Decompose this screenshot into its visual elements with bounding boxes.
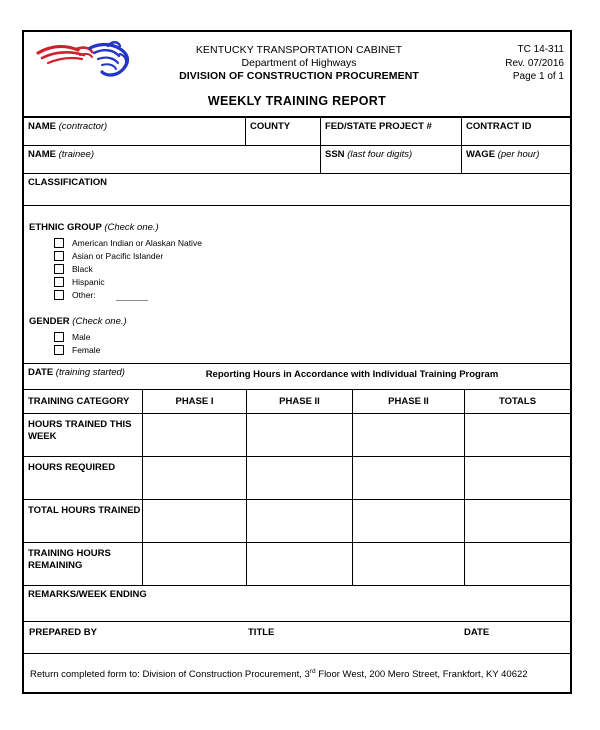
gender-heading: GENDER (Check one.) [29,316,127,327]
row-label-cell [24,543,142,585]
cell-phase-3[interactable] [352,500,464,542]
row-date-and-note [24,364,570,390]
field-date-training-started[interactable]: DATE (training started) [28,367,125,378]
field-name-contractor[interactable]: NAME (contractor) [28,121,108,132]
checkbox-icon[interactable] [54,251,64,261]
field-date-signed[interactable]: DATE [464,627,490,638]
row-remarks [24,586,570,622]
row-label: TOTAL HOURS TRAINED [28,505,141,516]
row-label-cell [24,457,142,499]
cell-totals[interactable] [464,543,570,585]
table-row [24,543,570,586]
row-signature [24,622,570,654]
field-prepared-by[interactable]: PREPARED BY [29,627,97,638]
return-instructions [30,668,528,680]
cell-phase-3[interactable] [352,414,464,456]
checkbox-icon[interactable] [54,345,64,355]
return-text-ordinal: rd [309,668,316,675]
form-number: TC 14-311 [517,44,564,55]
field-project-number[interactable]: FED/STATE PROJECT # [320,118,461,145]
row-contractor-info [24,118,570,146]
field-classification[interactable]: CLASSIFICATION [28,177,107,188]
reporting-hours-note: Reporting Hours in Accordance with Individual Training Program [205,369,499,380]
form-document [22,30,572,694]
form-revision: Rev. 07/2016 [505,57,564,69]
ethnic-option-label: Black [72,264,93,274]
cell-phase-2[interactable] [246,543,352,585]
column-header-phase-2: PHASE II [246,390,352,413]
row-label-cell [24,414,142,456]
row-label: TRAINING HOURS REMAINING [28,548,111,571]
ethnic-group-heading: ETHNIC GROUP (Check one.) [29,222,159,233]
row-return-instructions [24,654,570,694]
kentucky-horse-logo [32,36,152,82]
column-header-totals: TOTALS [464,390,570,413]
cell-phase-1[interactable] [142,414,246,456]
return-text-suffix: Floor West, 200 Mero Street, Frankfort, KY 40622 [315,669,528,681]
field-contract-id[interactable]: CONTRACT ID [461,118,570,145]
cell-totals[interactable] [464,414,570,456]
field-title[interactable]: TITLE [248,627,275,638]
gender-option-label: Male [72,332,91,342]
cell-phase-3[interactable] [352,457,464,499]
ethnic-option-label: Asian or Pacific Islander [72,251,164,261]
page-number: Page 1 of 1 [512,71,564,82]
row-label: HOURS REQUIRED [28,462,116,473]
checkbox-icon[interactable] [54,277,64,287]
field-name-trainee[interactable]: NAME (trainee) [28,149,94,160]
agency-line-1: KENTUCKY TRANSPORTATION CABINET [195,44,403,56]
table-row [24,414,570,457]
checkbox-icon[interactable] [54,332,64,342]
checkbox-icon[interactable] [54,290,64,300]
cell-phase-2[interactable] [246,500,352,542]
table-header-row [24,390,570,414]
column-header-phase-3: PHASE II [352,390,464,413]
cell-phase-2[interactable] [246,414,352,456]
return-text-prefix: Return completed form to: Division of Construction Procurement, 3 [30,669,310,681]
checkbox-icon[interactable] [54,264,64,274]
ethnic-option-label: Hispanic [72,277,105,287]
ethnic-option-label: Other: [72,290,96,300]
document-meta [505,43,564,84]
row-label-cell [24,500,142,542]
row-label: HOURS TRAINED THIS WEEK [28,419,132,442]
column-header-training-category: TRAINING CATEGORY [28,396,130,407]
row-classification [24,174,570,206]
field-remarks-week-ending[interactable]: REMARKS/WEEK ENDING [28,589,147,600]
cell-totals[interactable] [464,500,570,542]
gender-option-label: Female [72,345,101,355]
field-county[interactable]: COUNTY [245,118,320,145]
field-ssn[interactable]: SSN (last four digits) [320,146,461,173]
cell-phase-3[interactable] [352,543,464,585]
page-title: WEEKLY TRAINING REPORT [207,94,387,108]
cell-phase-1[interactable] [142,500,246,542]
agency-line-3: DIVISION OF CONSTRUCTION PROCUREMENT [179,70,419,82]
agency-heading [154,44,444,83]
ethnic-other-input[interactable] [116,300,148,301]
document-header [24,32,570,118]
ethnic-option-label: American Indian or Alaskan Native [72,238,202,248]
agency-line-2: Department of Highways [241,57,357,69]
cell-totals[interactable] [464,457,570,499]
field-wage[interactable]: WAGE (per hour) [461,146,570,173]
row-trainee-info [24,146,570,174]
table-row [24,457,570,500]
row-demographics [24,206,570,364]
cell-phase-2[interactable] [246,457,352,499]
cell-phase-1[interactable] [142,457,246,499]
column-header-phase-1: PHASE I [142,390,246,413]
checkbox-icon[interactable] [54,238,64,248]
cell-phase-1[interactable] [142,543,246,585]
table-row [24,500,570,543]
